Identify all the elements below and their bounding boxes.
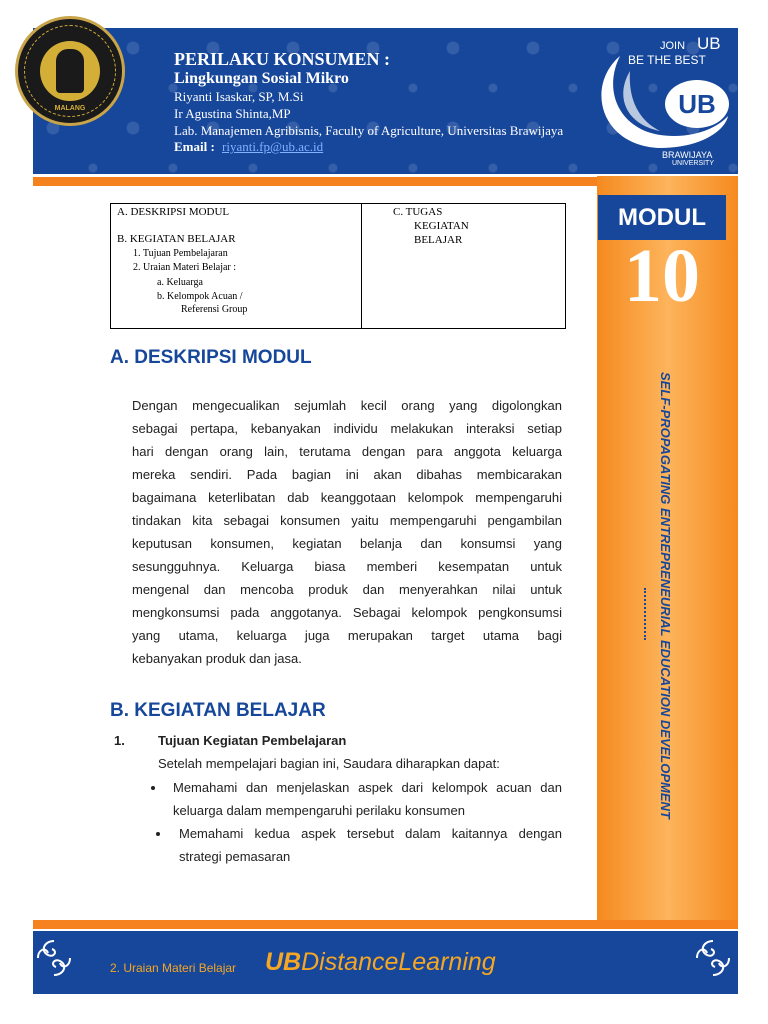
outline-item-c-cont: KEGIATAN	[414, 220, 469, 232]
paragraph-line: hari dengan orang lain, terutama dengan para anggota keluarga	[132, 444, 562, 459]
outline-subsubitem: a. Keluarga	[157, 277, 203, 288]
paragraph-line: tindakan kita sebagai konsumen yaitu mempengaruhi pengambilan	[132, 513, 562, 528]
paragraph-line: kebanyakan produk dan jasa.	[132, 651, 302, 666]
outline-item-a: A. DESKRIPSI MODUL	[117, 206, 230, 218]
outline-item-b: B. KEGIATAN BELAJAR	[117, 233, 236, 245]
ornament-icon	[693, 937, 733, 979]
outline-subsubitem-cont: Referensi Group	[181, 304, 248, 315]
section-heading-kegiatan: B. KEGIATAN BELAJAR	[110, 700, 326, 721]
bullet-icon	[156, 832, 160, 836]
paragraph-line: keputusan konsumen, kegiatan belanja dan konsumsi yang	[132, 536, 562, 551]
document-title: PERILAKU KONSUMEN :	[174, 49, 391, 69]
item-number: 1.	[114, 733, 125, 748]
bullet-line: strategi pemasaran	[179, 849, 291, 864]
affiliation: Lab. Manajemen Agribisnis, Faculty of Agriculture, Universitas Brawijaya	[174, 123, 564, 138]
bullet-line: Memahami kedua aspek tersebut dalam kaitannya dengan	[179, 826, 562, 841]
paragraph-line: yang utama, keluarga juga merupakan target utama bagi	[132, 628, 562, 643]
paragraph-line: mereka sendiri. Pada bagian ini akan dibahas membicarakan	[132, 467, 562, 482]
paragraph-line: sesungguhnya. Keluarga biasa memberi kesempatan untuk	[132, 559, 562, 574]
ub-mark-icon: UB	[665, 80, 729, 128]
brand-ub: UB	[265, 948, 302, 976]
logo-brawijaya: BRAWIJAYA	[662, 150, 713, 160]
seal-text: MALANG	[54, 105, 86, 112]
paragraph-line: mengenal dan mencoba produk dan menyerahkan nilai untuk	[132, 582, 562, 597]
paragraph-line: sebagai pertapa, kebanyakan individu melakukan interaksi setiap	[132, 421, 562, 436]
logo-university: UNIVERSITY	[672, 160, 715, 167]
vertical-tagline-text: SELF-PROPAGATING ENTREPRENEURIAL EDUCATION DEVELOPMENT	[658, 372, 673, 819]
paragraph-line: mengkonsumsi pada anggotanya. Sebagai kelompok pengkonsumsi	[132, 605, 562, 620]
modul-number: 10	[624, 234, 700, 318]
outline-subitem: 2. Uraian Materi Belajar :	[133, 262, 237, 273]
seal-figure	[56, 49, 84, 93]
logo-join-text: JOIN	[660, 40, 686, 52]
section-heading-deskripsi: A. DESKRIPSI MODUL	[110, 347, 312, 368]
university-seal-logo	[15, 16, 125, 126]
document-subtitle: Lingkungan Sosial Mikro	[174, 70, 349, 87]
modul-label: MODUL	[598, 195, 726, 240]
outline-column-divider	[361, 204, 362, 328]
paragraph-line: Dengan mengecualikan sejumlah kecil orang yang digolongkan	[132, 398, 562, 413]
author-name: Riyanti Isaskar, SP, M.Si	[174, 89, 304, 104]
outline-subitem: 1. Tujuan Pembelajaran	[133, 248, 228, 259]
brand-rest: DistanceLearning	[301, 948, 496, 976]
bullet-line: Memahami dan menjelaskan aspek dari kelompok acuan dan	[173, 780, 562, 795]
footer-brand-logo	[265, 948, 496, 977]
ornament-icon	[34, 937, 74, 979]
paragraph-line: bagaimana keterlibatan dab keanggotaan kelompok mempengaruhi	[132, 490, 562, 505]
logo-ub-text: UB	[697, 34, 721, 53]
email-link[interactable]: riyanti.fp@ub.ac.id	[222, 139, 324, 154]
item-intro: Setelah mempelajari bagian ini, Saudara diharapkan dapat:	[158, 756, 500, 771]
dotted-divider	[644, 588, 652, 640]
email-label: Email :	[174, 139, 215, 154]
outline-item-c-cont: BELAJAR	[414, 234, 463, 246]
logo-tagline: BE THE BEST	[628, 53, 706, 67]
footer-section-label: 2. Uraian Materi Belajar	[110, 961, 237, 975]
module-outline-table	[110, 203, 566, 329]
author-name: Ir Agustina Shinta,MP	[174, 106, 291, 121]
top-orange-rule	[33, 177, 598, 186]
vertical-tagline	[653, 372, 673, 862]
bullet-line: keluarga dalam mempengaruhi perilaku konsumen	[173, 803, 465, 818]
bottom-orange-rule	[33, 920, 738, 929]
item-title: Tujuan Kegiatan Pembelajaran	[158, 733, 347, 748]
outline-item-c: C. TUGAS	[393, 206, 443, 218]
bullet-icon	[151, 786, 155, 790]
outline-subsubitem: b. Kelompok Acuan /	[157, 291, 243, 302]
